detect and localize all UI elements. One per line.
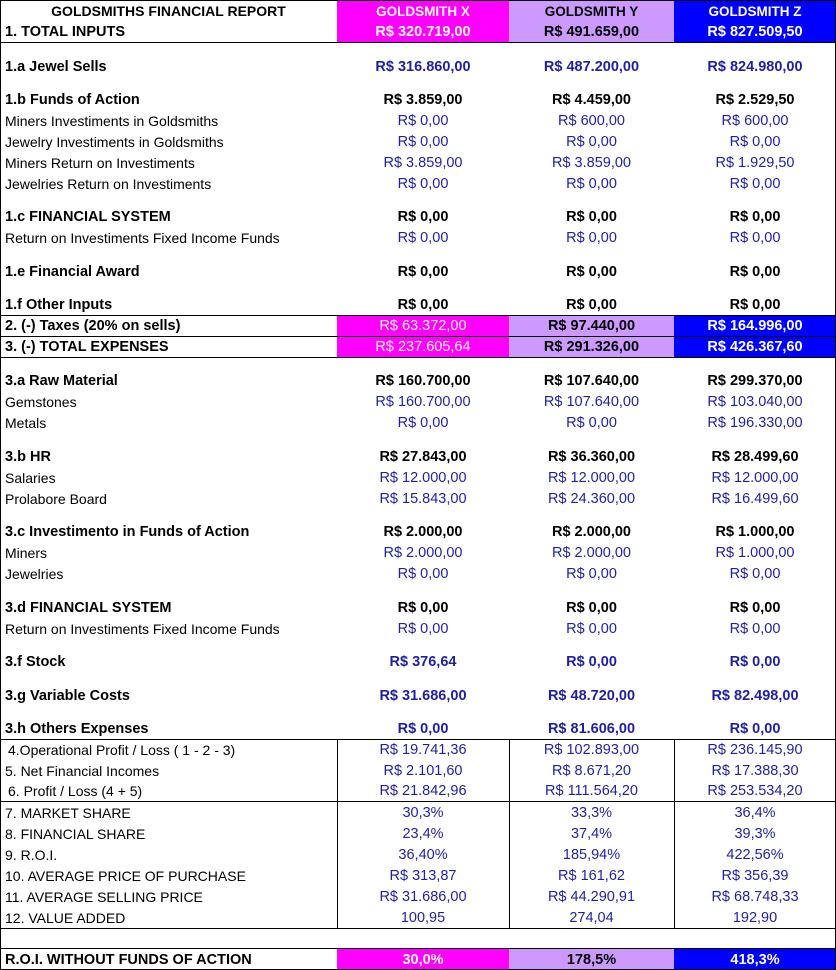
value-z: R$ 82.498,00 <box>711 687 799 704</box>
column-header-goldsmith-x: GOLDSMITH X <box>337 0 509 22</box>
row-label: Miners <box>5 544 48 561</box>
row-roi-fixed-income-expenses <box>0 618 836 639</box>
row-raw-material <box>0 370 836 391</box>
value-y: R$ 291.326,00 <box>509 337 674 357</box>
row-label: 4.Operational Profit / Loss ( 1 - 2 - 3) <box>8 742 236 758</box>
row-label: 3.d FINANCIAL SYSTEM <box>5 599 172 616</box>
value-z: R$ 12.000,00 <box>711 469 799 486</box>
value-x: R$ 0,00 <box>397 175 449 192</box>
row-label: 9. R.O.I. <box>5 846 58 863</box>
row-label: 8. FINANCIAL SHARE <box>5 825 146 842</box>
row-gemstones <box>0 391 836 412</box>
row-label: 7. MARKET SHARE <box>5 804 131 821</box>
value-z: R$ 0,00 <box>729 133 781 150</box>
value-x: R$ 0,00 <box>397 599 449 616</box>
divider <box>0 315 836 316</box>
value-z: R$ 16.499,60 <box>711 490 799 507</box>
value-z: R$ 356,39 <box>721 867 789 884</box>
value-z: 422,56% <box>726 846 784 863</box>
value-x: R$ 2.000,00 <box>383 544 463 561</box>
row-financial-share <box>0 823 836 844</box>
value-y: R$ 0,00 <box>566 599 617 616</box>
value-x: R$ 2.000,00 <box>383 523 463 540</box>
value-z: R$ 299.370,00 <box>707 372 803 389</box>
row-label: 1. TOTAL INPUTS <box>5 24 126 40</box>
value-x: R$ 0,00 <box>397 414 449 431</box>
value-x: R$ 3.859,00 <box>383 91 463 108</box>
value-z: R$ 0,00 <box>729 721 781 737</box>
row-label: Prolabore Board <box>5 490 107 507</box>
row-roi-fixed-income-inputs <box>0 227 836 248</box>
value-z: R$ 2.529,50 <box>715 91 795 108</box>
value-x: R$ 320.719,00 <box>337 22 509 42</box>
row-label: 3.f Stock <box>5 653 66 670</box>
value-z: R$ 426.367,60 <box>674 337 836 357</box>
row-label: 1.f Other Inputs <box>5 297 113 313</box>
value-z: R$ 28.499,60 <box>711 448 799 465</box>
value-x: R$ 2.101,60 <box>383 762 463 779</box>
value-x: R$ 313,87 <box>389 867 457 884</box>
value-y: 274,04 <box>569 909 614 926</box>
value-y: R$ 0,00 <box>566 175 617 192</box>
value-y: R$ 3.859,00 <box>551 154 631 171</box>
row-miners-return <box>0 152 836 173</box>
value-x: R$ 0,00 <box>397 565 449 582</box>
row-stock <box>0 651 836 672</box>
value-z: R$ 0,00 <box>729 565 781 582</box>
row-variable-costs <box>0 685 836 706</box>
divider <box>0 336 836 337</box>
value-z: R$ 164.996,00 <box>674 316 836 336</box>
row-label: Gemstones <box>5 393 77 410</box>
value-z: 192,90 <box>732 909 778 926</box>
value-x: R$ 316.860,00 <box>375 58 471 75</box>
value-z: R$ 17.388,30 <box>711 762 799 779</box>
row-label: 3.g Variable Costs <box>5 687 130 704</box>
row-jewel-sells <box>0 56 836 77</box>
row-label: 1.c FINANCIAL SYSTEM <box>5 208 171 225</box>
row-label: 3.b HR <box>5 448 51 465</box>
row-label: 3. (-) TOTAL EXPENSES <box>5 339 169 355</box>
row-label: Salaries <box>5 469 56 486</box>
value-y: R$ 48.720,00 <box>547 687 636 704</box>
column-header-goldsmith-z: GOLDSMITH Z <box>674 0 836 22</box>
divider <box>337 739 338 928</box>
value-y: R$ 36.360,00 <box>547 448 636 465</box>
value-x: R$ 21.842,96 <box>379 783 467 799</box>
value-z: R$ 0,00 <box>729 229 781 246</box>
value-x: 30,0% <box>337 949 509 970</box>
row-label: 2. (-) Taxes (20% on sells) <box>5 318 181 334</box>
row-jewelries <box>0 563 836 584</box>
value-z: R$ 196.330,00 <box>707 414 803 431</box>
value-y: R$ 97.440,00 <box>509 316 674 336</box>
value-y: R$ 4.459,00 <box>551 91 631 108</box>
row-label: Return on Investiments Fixed Income Funds <box>5 229 280 246</box>
header-row <box>0 0 836 22</box>
value-y: R$ 491.659,00 <box>509 22 674 42</box>
row-roi-without-funds <box>0 949 836 970</box>
row-label: Miners Investiments in Goldsmiths <box>5 112 219 129</box>
divider <box>509 739 510 928</box>
row-operational-profit <box>0 740 836 760</box>
value-z: R$ 68.748,33 <box>711 888 799 905</box>
divider <box>0 357 836 358</box>
value-z: R$ 236.145,90 <box>707 742 803 758</box>
value-y: 37,4% <box>570 825 613 842</box>
value-x: R$ 12.000,00 <box>379 469 467 486</box>
row-others-expenses <box>0 719 836 739</box>
value-z: R$ 824.980,00 <box>707 58 803 75</box>
value-z: 418,3% <box>674 949 836 970</box>
row-jewelries-return <box>0 173 836 194</box>
divider <box>0 928 836 929</box>
value-y: R$ 0,00 <box>566 620 617 637</box>
value-x: R$ 63.372,00 <box>337 316 509 336</box>
value-y: R$ 600,00 <box>558 112 625 129</box>
row-financial-system-inputs <box>0 206 836 227</box>
divider <box>0 739 836 740</box>
value-y: R$ 8.671,20 <box>551 762 631 779</box>
row-prolabore-board <box>0 488 836 509</box>
value-x: R$ 0,00 <box>397 112 449 129</box>
value-y: 185,94% <box>562 846 621 863</box>
row-value-added <box>0 907 836 928</box>
value-x: R$ 160.700,00 <box>375 372 471 389</box>
value-x: R$ 0,00 <box>397 297 449 313</box>
value-z: R$ 1.929,50 <box>715 154 795 171</box>
row-label: Jewelry Investiments in Goldsmiths <box>5 133 224 150</box>
value-x: R$ 19.741,36 <box>379 742 467 758</box>
value-x: R$ 160.700,00 <box>375 393 471 410</box>
value-x: R$ 0,00 <box>397 263 449 280</box>
row-other-inputs <box>0 295 836 315</box>
value-z: R$ 600,00 <box>721 112 789 129</box>
row-total-inputs <box>0 22 836 42</box>
value-y: R$ 107.640,00 <box>543 393 640 410</box>
value-x: R$ 3.859,00 <box>383 154 463 171</box>
value-x: R$ 0,00 <box>397 620 449 637</box>
value-y: R$ 0,00 <box>566 565 617 582</box>
row-label: 10. AVERAGE PRICE OF PURCHASE <box>5 867 246 884</box>
value-y: R$ 2.000,00 <box>551 544 631 561</box>
value-x: R$ 27.843,00 <box>379 448 467 465</box>
value-y: R$ 24.360,00 <box>547 490 636 507</box>
row-label: Jewelries Return on Investiments <box>5 175 212 192</box>
value-y: R$ 487.200,00 <box>543 58 640 75</box>
row-net-financial-incomes <box>0 760 836 781</box>
value-z: 39,3% <box>734 825 776 842</box>
value-y: R$ 107.640,00 <box>543 372 640 389</box>
row-market-share <box>0 802 836 823</box>
value-y: R$ 0,00 <box>566 208 617 225</box>
row-financial-award <box>0 261 836 282</box>
row-label: Metals <box>5 414 47 431</box>
row-total-expenses <box>0 337 836 357</box>
value-y: R$ 102.893,00 <box>543 742 640 758</box>
value-x: R$ 0,00 <box>397 208 449 225</box>
value-y: R$ 0,00 <box>566 414 617 431</box>
row-label: 6. Profit / Loss (4 + 5) <box>8 783 143 799</box>
value-z: R$ 0,00 <box>729 620 781 637</box>
value-z: 36,4% <box>734 804 776 821</box>
value-x: R$ 0,00 <box>397 229 449 246</box>
value-z: R$ 0,00 <box>729 208 781 225</box>
divider <box>674 739 675 928</box>
value-y: R$ 12.000,00 <box>547 469 636 486</box>
row-miners-investments <box>0 110 836 131</box>
row-roi <box>0 844 836 865</box>
value-z: R$ 0,00 <box>729 263 781 280</box>
row-label: 12. VALUE ADDED <box>5 909 126 926</box>
value-y: R$ 44.290,91 <box>547 888 636 905</box>
value-z: R$ 1.000,00 <box>715 523 795 540</box>
row-funds-of-action <box>0 89 836 110</box>
row-label: 3.h Others Expenses <box>5 721 149 737</box>
row-label: 1.a Jewel Sells <box>5 58 107 75</box>
value-y: R$ 111.564,20 <box>545 783 638 799</box>
value-x: R$ 15.843,00 <box>379 490 467 507</box>
divider <box>0 42 836 43</box>
value-x: R$ 0,00 <box>397 133 449 150</box>
row-label: 1.b Funds of Action <box>5 91 140 108</box>
value-y: R$ 0,00 <box>566 229 617 246</box>
row-profit-loss <box>0 781 836 801</box>
row-financial-system-expenses <box>0 597 836 618</box>
value-y: R$ 81.606,00 <box>547 721 636 737</box>
row-taxes <box>0 316 836 336</box>
row-hr <box>0 446 836 467</box>
value-z: R$ 0,00 <box>729 653 781 670</box>
value-z: R$ 0,00 <box>729 297 781 313</box>
row-label: Return on Investiments Fixed Income Funds <box>5 620 280 637</box>
row-salaries <box>0 467 836 488</box>
value-x: R$ 237.605,64 <box>337 337 509 357</box>
value-y: 178,5% <box>509 949 674 970</box>
row-label: 3.a Raw Material <box>5 372 118 389</box>
row-label: 5. Net Financial Incomes <box>5 762 160 779</box>
row-label: Miners Return on Investiments <box>5 154 195 171</box>
value-z: R$ 0,00 <box>729 599 781 616</box>
value-z: R$ 0,00 <box>729 175 781 192</box>
value-z: R$ 253.534,20 <box>707 783 803 799</box>
row-metals <box>0 412 836 433</box>
row-label: 3.c Investimento in Funds of Action <box>5 523 250 540</box>
divider <box>0 0 836 1</box>
column-header-goldsmith-y: GOLDSMITH Y <box>509 0 674 22</box>
value-x: R$ 31.686,00 <box>379 687 467 704</box>
row-miners <box>0 542 836 563</box>
value-y: R$ 161,62 <box>558 867 625 884</box>
row-average-purchase-price <box>0 865 836 886</box>
row-average-selling-price <box>0 886 836 907</box>
row-jewelry-investments <box>0 131 836 152</box>
value-y: 33,3% <box>570 804 613 821</box>
value-z: R$ 1.000,00 <box>715 544 795 561</box>
value-y: R$ 0,00 <box>566 653 617 670</box>
divider <box>0 801 836 802</box>
value-x: 100,95 <box>400 909 446 926</box>
value-x: R$ 31.686,00 <box>379 888 467 905</box>
divider <box>0 0 1 970</box>
value-x: 36,40% <box>398 846 448 863</box>
value-y: R$ 0,00 <box>566 297 617 313</box>
row-investment-funds <box>0 521 836 542</box>
value-z: R$ 103.040,00 <box>707 393 803 410</box>
value-y: R$ 0,00 <box>566 263 617 280</box>
value-y: R$ 2.000,00 <box>551 523 631 540</box>
report-title: GOLDSMITHS FINANCIAL REPORT <box>51 3 286 19</box>
value-x: R$ 0,00 <box>397 721 449 737</box>
value-x: 30,3% <box>402 804 444 821</box>
row-label: Jewelries <box>5 565 64 582</box>
divider <box>0 948 836 949</box>
row-label: 11. AVERAGE SELLING PRICE <box>5 888 203 905</box>
row-label: 1.e Financial Award <box>5 263 140 280</box>
value-z: R$ 827.509,50 <box>674 22 836 42</box>
row-label: R.O.I. WITHOUT FUNDS OF ACTION <box>5 951 252 968</box>
value-x: 23,4% <box>402 825 444 842</box>
value-y: R$ 0,00 <box>566 133 617 150</box>
value-x: R$ 376,64 <box>389 653 457 670</box>
